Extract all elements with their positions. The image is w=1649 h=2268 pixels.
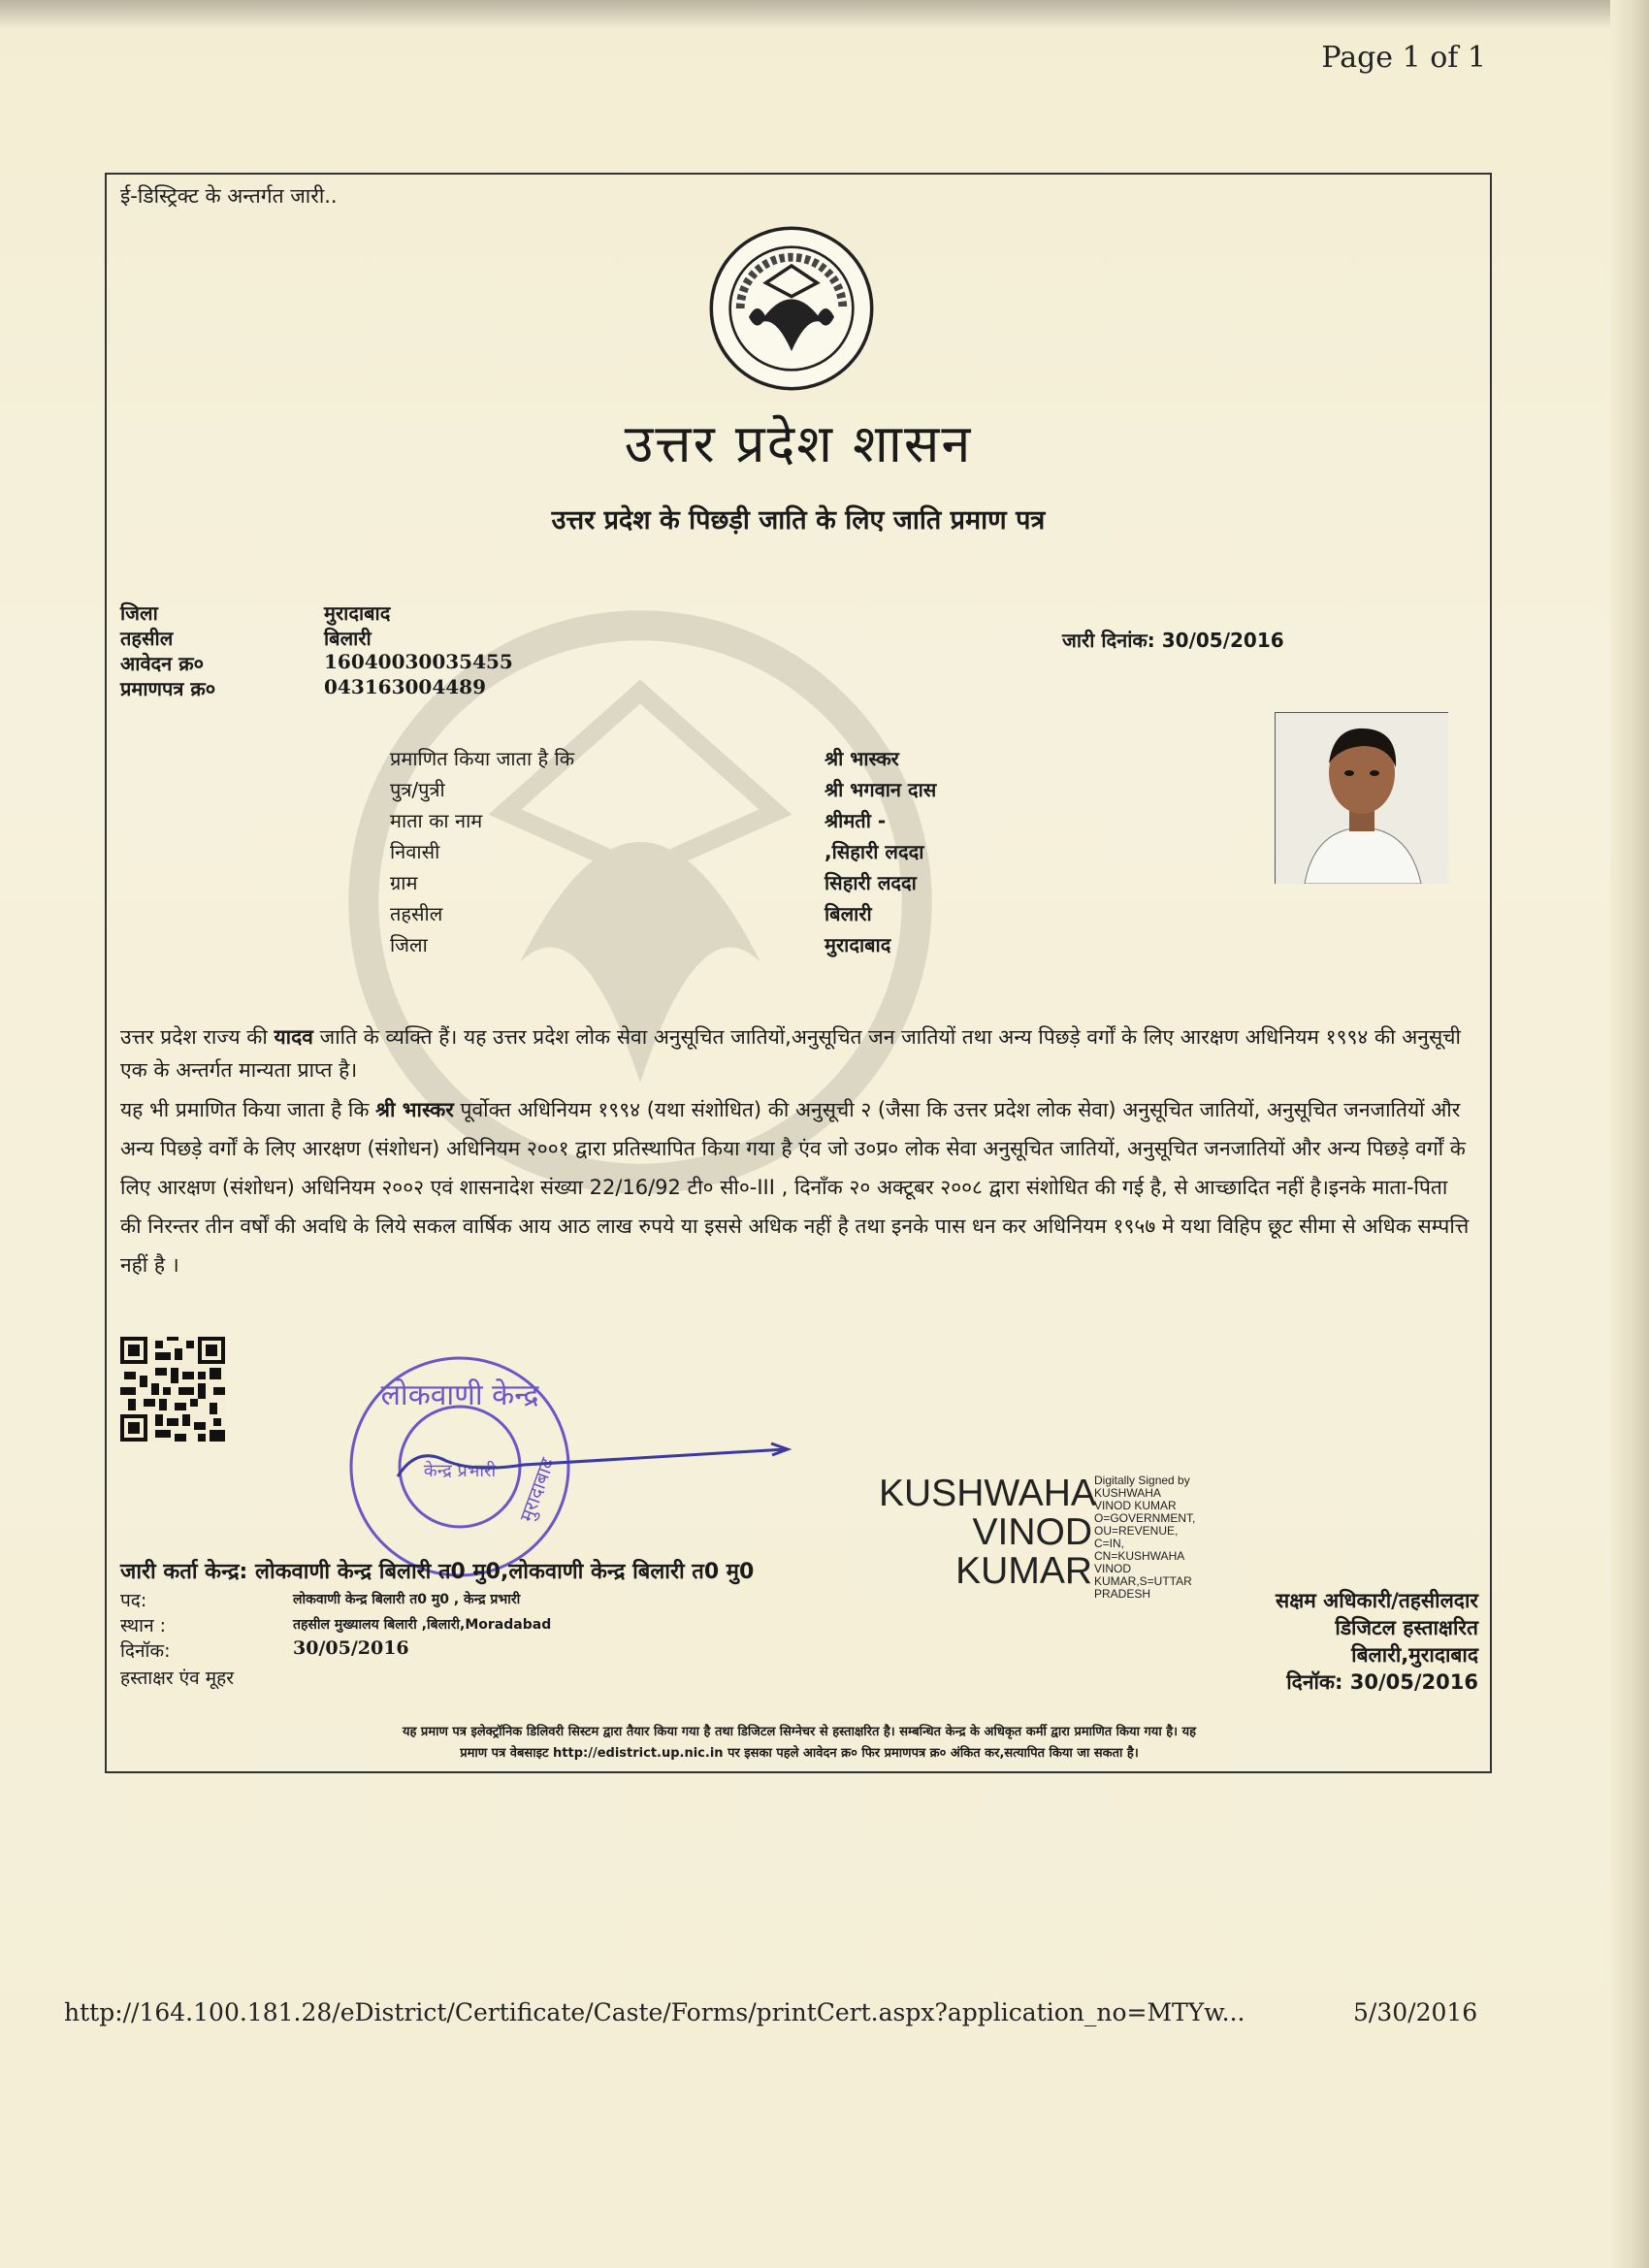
post-value: लोकवाणी केन्द्र बिलारी त0 मु0 , केन्द्र प्रभारी [293, 1592, 521, 1607]
scan-edge-top [0, 0, 1649, 29]
mother-name-value: श्रीमती - [824, 809, 887, 832]
resident-value: ,सिहारी लददा [824, 840, 924, 863]
government-title: उत्तर प्रदेश शासन [624, 413, 973, 474]
certificate-number-value: 043163004489 [324, 675, 486, 698]
certificate-title: उत्तर प्रदेश के पिछड़ी जाति के लिए जाति प्रमाण पत्र [551, 505, 1046, 535]
competent-officer-block [1220, 1587, 1478, 1696]
creamy-layer-paragraph: यह भी प्रमाणित किया जाता है कि श्री भास्कर पूर्वोक्त अधिनियम १९९४ (यथा संशोधित) की अनुसूची २ (जैसा कि उत्तर प्रदेश लोक सेवा) अनुसूचित जातियों, अनुसूचित जनजातियों और अन्य पिछड़े वर्गों के लिए आरक्षण (संशोधन) अधिनियम २००१ द्वारा प्रतिस्थापित किया गया है एंव जो उ०प्र० लोक सेवा अनुसूचित जातियों, अनुसूचित जनजातियों और अन्य पिछड़े वर्गों के लिए आरक्षण (संशोधन) अधिनियम २००२ एवं शासनादेश संख्या 22/16/92 टी० सी०-III , दिनाँक २० अक्टूबर २००८ द्वारा संशोधित की गई है, से आच्छादित नहीं है।इनके माता-पिता की निरन्तर तीन वर्षों की अवधि के लिये सकल वार्षिक आय आठ लाख रुपये या इससे अधिक नहीं है तथा इनके पास धन कर अधिनियम १९५७ मे यथा विहिप छूट सीमा से अधिक सम्पत्ति नहीं है । [120, 1098, 1470, 1277]
applicant-name: श्री भास्कर [375, 1098, 454, 1121]
handwritten-signature [388, 1426, 795, 1484]
issued-under-text: ई-डिस्ट्रिक्ट के अन्तर्गत जारी.. [120, 184, 338, 208]
dsig-name-line-2: VINOD [972, 1511, 1092, 1553]
verification-note: यह प्रमाण पत्र इलेक्ट्रॉनिक डिलिवरी सिस्टम द्वारा तैयार किया गया है तथा डिजिटल सिग्नेचर से हस्ताक्षरित है। सम्बन्धित केन्द्र के अधिकृत कर्मी द्वारा प्रमाणित किया गया है। यह प्रमाण पत्र वेबसाइट http://edistrict.up.nic.in पर इसका पहले आवेदन क्र० फिर प्रमाणपत्र क्र० अंकित कर,सत्यापित किया जा सकता है। [402, 1725, 1197, 1761]
digital-signature [879, 1473, 1196, 1601]
place-value: तहसील मुख्यालय बिलारी ,बिलारी,Moradabad [293, 1617, 552, 1633]
resident-label: निवासी [390, 840, 440, 863]
qr-code-icon [120, 1337, 225, 1442]
officer-date: दिनॉक: 30/05/2016 [1286, 1670, 1478, 1694]
certificate-frame [105, 173, 1492, 1773]
stamp-inner-text: केन्द्र प्रभारी [423, 1461, 497, 1481]
issuing-center-value: लोकवाणी केन्द्र बिलारी त0 मु0,लोकवाणी केन्द्र बिलारी त0 मु0 [255, 1560, 755, 1584]
signature-seal-label: हस्ताक्षर एंव मूहर [120, 1668, 234, 1689]
district-label: जिला [120, 601, 158, 625]
dsig-name-line-1: KUSHWAHA [879, 1473, 1096, 1514]
officer-digital-signed: डिजिटल हस्ताक्षरित [1335, 1616, 1478, 1639]
son-daughter-label: पुत्र/पुत्री [390, 778, 445, 801]
tehsil-value: बिलारी [324, 627, 372, 650]
father-name-value: श्री भगवान दास [824, 778, 937, 801]
issuing-center-label: जारी कर्ता केन्द्र: [120, 1560, 248, 1584]
issuing-center [120, 1556, 754, 1585]
person-district-label: जिला [390, 933, 428, 956]
applicant-photo [1275, 712, 1448, 884]
stamp-outer-text: लोकवाणी केन्द्र [380, 1378, 539, 1412]
district-value: मुरादाबाद [324, 601, 391, 625]
person-tehsil-value: बिलारी [824, 902, 872, 925]
issuer-date-value: 30/05/2016 [293, 1637, 409, 1659]
certified-value: श्री भास्कर [824, 747, 899, 770]
page-counter: Page 1 of 1 [1321, 41, 1486, 75]
caste-name: यादव [274, 1025, 313, 1049]
issuer-date-label: दिनॉक: [120, 1640, 171, 1662]
place-label: स्थान : [120, 1615, 167, 1636]
certified-label: प्रमाणित किया जाता है कि [390, 747, 575, 770]
application-number-value: 16040030035455 [324, 650, 513, 673]
officer-location: बिलारी,मुरादाबाद [1351, 1643, 1478, 1667]
person-tehsil-label: तहसील [390, 902, 443, 925]
up-government-emblem-icon [706, 223, 877, 394]
print-date: 5/30/2016 [1353, 1998, 1478, 2026]
scan-edge-right [1610, 0, 1649, 2268]
person-district-value: मुरादाबाद [824, 933, 891, 956]
stamp-side-text: मुरादाबाद [514, 1454, 560, 1525]
print-url: http://164.100.181.28/eDistrict/Certificate/Caste/Forms/printCert.aspx?application_no=MTYw... [64, 1998, 1245, 2026]
village-label: ग्राम [390, 871, 418, 894]
application-number-label: आवेदन क्र० [120, 652, 205, 675]
dsig-name-line-3: KUMAR [955, 1550, 1092, 1592]
caste-paragraph: उत्तर प्रदेश राज्य की यादव जाति के व्यक्ति हैं। यह उत्तर प्रदेश लोक सेवा अनुसूचित जातियों,अनुसूचित जन जातियों तथा अन्य पिछड़े वर्गों के लिए आरक्षण अधिनियम १९९४ की अनुसूची एक के अन्तर्गत मान्यता प्राप्त है। [120, 1025, 1461, 1082]
village-value: सिहारी लददा [824, 871, 917, 894]
mother-name-label: माता का नाम [390, 809, 483, 832]
applicant-photo-icon [1276, 713, 1448, 884]
issue-date: जारी दिनांक: 30/05/2016 [1062, 629, 1284, 652]
post-label: पद: [120, 1590, 147, 1611]
tehsil-label: तहसील [120, 627, 174, 650]
dsig-metadata: Digitally Signed by KUSHWAHA VINOD KUMAR O=GOVERNMENT, OU=REVENUE, C=IN, CN=KUSHWAHA VINOD KUMAR,S=UTTAR PRADESH [1094, 1474, 1196, 1601]
certificate-number-label: प्रमाणपत्र क्र० [120, 677, 216, 700]
officer-title: सक्षम अधिकारी/तहसीलदार [1276, 1589, 1478, 1612]
